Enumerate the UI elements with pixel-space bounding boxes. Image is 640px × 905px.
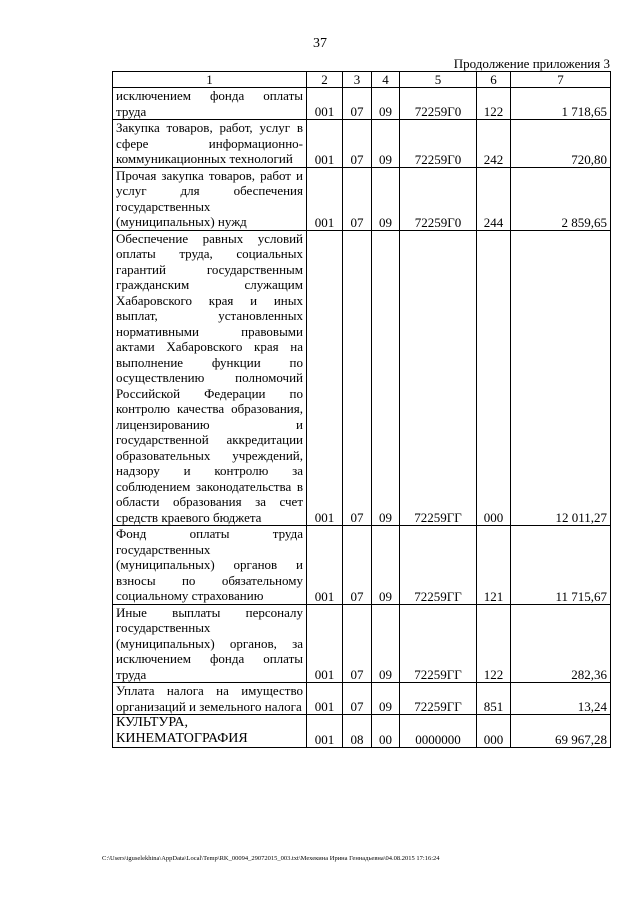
row-expense-type: 851 bbox=[477, 683, 511, 715]
row-amount: 11 715,67 bbox=[511, 526, 611, 605]
row-name: Иные выплаты персоналу государственных (муниципальных) органов, за исключением фонда оплаты труда bbox=[113, 604, 307, 683]
row-target-code: 72259Г0 bbox=[400, 120, 477, 168]
row-target-code: 72259ГГ bbox=[400, 683, 477, 715]
table-row bbox=[113, 167, 611, 230]
row-expense-type: 000 bbox=[477, 715, 511, 748]
row-target-code: 0000000 bbox=[400, 715, 477, 748]
table-row bbox=[113, 604, 611, 683]
row-ministry-code: 001 bbox=[307, 167, 343, 230]
row-subsection-code: 09 bbox=[372, 120, 400, 168]
row-amount: 2 859,65 bbox=[511, 167, 611, 230]
row-name: Фонд оплаты труда государственных (муниципальных) органов и взносы по обязательному социальному страхованию bbox=[113, 526, 307, 605]
header-cell: 7 bbox=[511, 72, 611, 88]
row-ministry-code: 001 bbox=[307, 88, 343, 120]
row-amount: 1 718,65 bbox=[511, 88, 611, 120]
file-path-footer: C:\Users\iguselekhina\AppData\Local\Temp\RK_00094_29072015_003.txt\Мехекина Ирина Геннадьевна\04.08.2015 17:16:24 bbox=[102, 855, 440, 862]
budget-table bbox=[112, 71, 611, 748]
row-target-code: 72259ГГ bbox=[400, 604, 477, 683]
row-name: Обеспечение равных условий оплаты труда, социальных гарантий государственным гражданским служащим Хабаровского края и иных выплат, установленных нормативными правовыми актами Хабаровского края на выполнение функции по осуществлению полномочий Российской Федерации по контролю качества образования, лицензированию и государственной аккредитации образовательных учреждений, надзору и контролю за соблюдением законодательства в области образования за счет средств краевого бюджета bbox=[113, 230, 307, 526]
table-row bbox=[113, 88, 611, 120]
header-cell: 5 bbox=[400, 72, 477, 88]
page-number: 37 bbox=[313, 36, 327, 51]
table-row bbox=[113, 526, 611, 605]
table-row bbox=[113, 230, 611, 526]
row-section-code: 07 bbox=[343, 230, 372, 526]
header-row bbox=[113, 72, 611, 88]
row-section-code: 07 bbox=[343, 683, 372, 715]
appendix-caption: Продолжение приложения 3 bbox=[453, 56, 610, 71]
row-amount: 720,80 bbox=[511, 120, 611, 168]
row-target-code: 72259ГГ bbox=[400, 526, 477, 605]
header-cell: 6 bbox=[477, 72, 511, 88]
row-target-code: 72259ГГ bbox=[400, 230, 477, 526]
row-subsection-code: 00 bbox=[372, 715, 400, 748]
header-cell: 3 bbox=[343, 72, 372, 88]
row-amount: 69 967,28 bbox=[511, 715, 611, 748]
row-name: Прочая закупка товаров, работ и услуг для обеспечения государственных (муниципальных) нужд bbox=[113, 167, 307, 230]
row-expense-type: 244 bbox=[477, 167, 511, 230]
row-section-code: 07 bbox=[343, 604, 372, 683]
table-row bbox=[113, 715, 611, 748]
row-ministry-code: 001 bbox=[307, 683, 343, 715]
row-ministry-code: 001 bbox=[307, 526, 343, 605]
row-name: исключением фонда оплаты труда bbox=[113, 88, 307, 120]
table-row bbox=[113, 683, 611, 715]
row-expense-type: 122 bbox=[477, 604, 511, 683]
row-subsection-code: 09 bbox=[372, 167, 400, 230]
row-amount: 12 011,27 bbox=[511, 230, 611, 526]
row-subsection-code: 09 bbox=[372, 88, 400, 120]
row-section-code: 07 bbox=[343, 526, 372, 605]
row-section-code: 07 bbox=[343, 167, 372, 230]
row-ministry-code: 001 bbox=[307, 715, 343, 748]
header-cell: 4 bbox=[372, 72, 400, 88]
row-name: Закупка товаров, работ, услуг в сфере информационно-коммуникационных технологий bbox=[113, 120, 307, 168]
row-section-code: 07 bbox=[343, 120, 372, 168]
row-subsection-code: 09 bbox=[372, 683, 400, 715]
row-ministry-code: 001 bbox=[307, 230, 343, 526]
header-cell: 2 bbox=[307, 72, 343, 88]
row-expense-type: 121 bbox=[477, 526, 511, 605]
row-expense-type: 122 bbox=[477, 88, 511, 120]
row-name: Уплата налога на имущество организаций и земельного налога bbox=[113, 683, 307, 715]
header-cell: 1 bbox=[113, 72, 307, 88]
row-section-code: 07 bbox=[343, 88, 372, 120]
row-target-code: 72259Г0 bbox=[400, 167, 477, 230]
row-amount: 13,24 bbox=[511, 683, 611, 715]
row-ministry-code: 001 bbox=[307, 604, 343, 683]
row-amount: 282,36 bbox=[511, 604, 611, 683]
row-ministry-code: 001 bbox=[307, 120, 343, 168]
row-subsection-code: 09 bbox=[372, 230, 400, 526]
row-expense-type: 242 bbox=[477, 120, 511, 168]
row-section-code: 08 bbox=[343, 715, 372, 748]
row-expense-type: 000 bbox=[477, 230, 511, 526]
row-subsection-code: 09 bbox=[372, 604, 400, 683]
row-name: КУЛЬТУРА, КИНЕМАТОГРАФИЯ bbox=[113, 715, 307, 748]
row-target-code: 72259Г0 bbox=[400, 88, 477, 120]
table-row bbox=[113, 120, 611, 168]
row-subsection-code: 09 bbox=[372, 526, 400, 605]
